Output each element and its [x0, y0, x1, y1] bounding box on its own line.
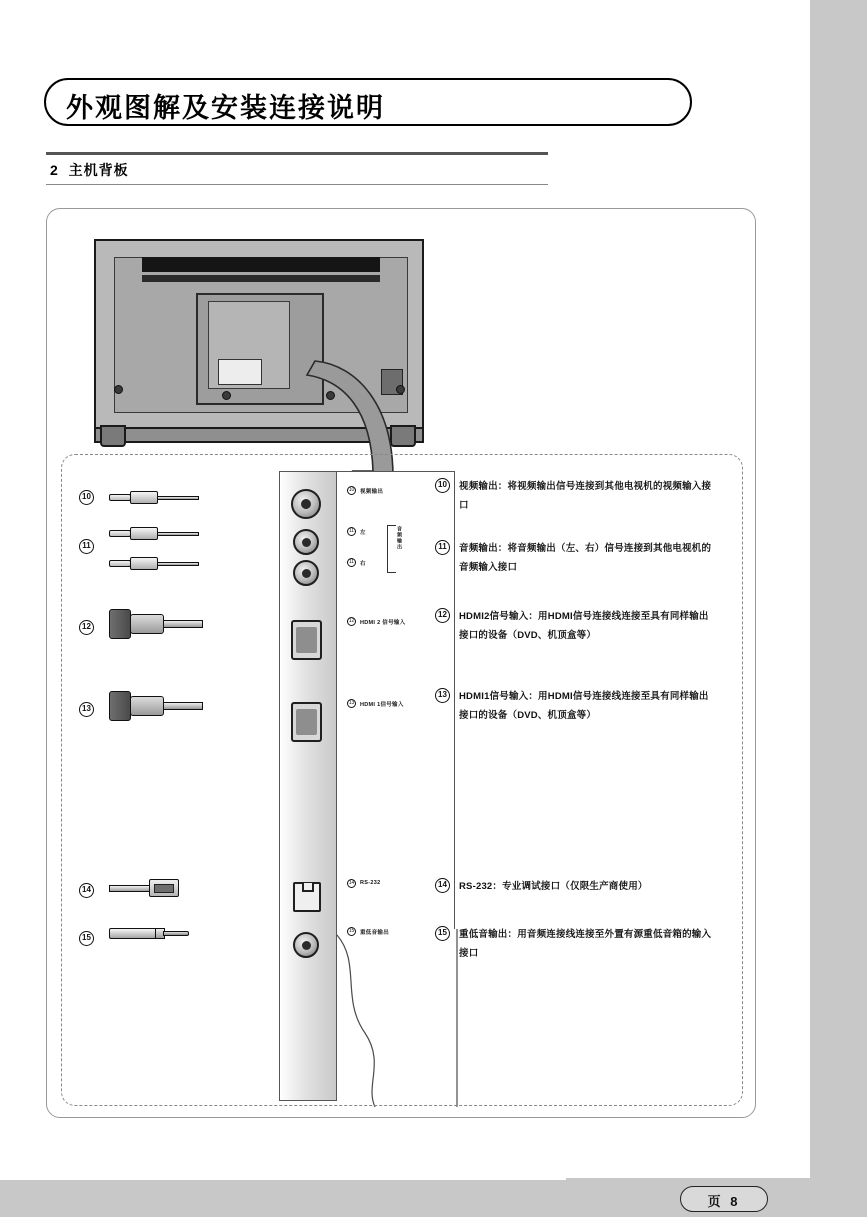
- tv-vent-lower: [142, 275, 380, 282]
- tv-screw-icon: [222, 391, 231, 400]
- page-title: 外观图解及安装连接说明: [66, 93, 385, 124]
- description-text: HDMI2信号输入：用HDMI信号连接线连接至具有同样输出接口的设备（DVD、机顶盒等）: [459, 611, 709, 641]
- port-marker-11-right: 11: [348, 559, 355, 565]
- port-label-video-out: 视频输出: [360, 489, 384, 495]
- tv-rating-label: [218, 359, 262, 385]
- section-number: 2: [50, 162, 59, 178]
- port-label-rs232: RS-232: [360, 880, 381, 886]
- description-text: 音频输出：将音频输出（左、右）信号连接到其他电视机的音频输入接口: [459, 543, 712, 573]
- page-number: 页 8: [707, 1194, 741, 1209]
- description-text: 重低音输出：用音频连接线连接至外置有源重低音箱的输入接口: [459, 929, 712, 959]
- description-marker: 15: [435, 926, 450, 941]
- description-marker: 12: [435, 608, 450, 623]
- section-rule-top: [46, 152, 548, 155]
- port-label-audio-left: 左: [360, 530, 366, 536]
- port-label-subwoofer: 重低音输出: [360, 930, 390, 936]
- port-marker-11-left: 11: [348, 528, 355, 534]
- description-marker: 10: [435, 478, 450, 493]
- port-marker-13: 13: [348, 700, 355, 706]
- port-marker-15: 15: [348, 928, 355, 934]
- cable-marker-15: 15: [79, 931, 94, 946]
- port-marker-12: 12: [348, 618, 355, 624]
- cable-marker-10: 10: [79, 490, 94, 505]
- description-marker: 13: [435, 688, 450, 703]
- section-rule-bottom: [46, 184, 548, 185]
- port-marker-14: 14: [348, 880, 355, 886]
- description-marker: 14: [435, 878, 450, 893]
- description-text: HDMI1信号输入：用HDMI信号连接线连接至具有同样输出接口的设备（DVD、机顶盒等）: [459, 691, 709, 721]
- figure-panel: [46, 208, 756, 1118]
- cable-marker-13: 13: [79, 702, 94, 717]
- description-marker: 11: [435, 540, 450, 555]
- description-text: 视频输出：将视频输出信号连接到其他电视机的视频输入接口: [459, 481, 712, 511]
- cable-marker-11: 11: [79, 539, 94, 554]
- port-marker-10: 10: [348, 487, 355, 493]
- tv-screw-icon: [114, 385, 123, 394]
- figure-dashed-border: [61, 454, 743, 1106]
- port-label-hdmi2: HDMI 2 信号输入: [360, 620, 406, 626]
- section-heading: [50, 160, 129, 180]
- section-title: 主机背板: [68, 162, 129, 178]
- tv-foot-left: [100, 425, 126, 447]
- tv-vent-upper: [142, 257, 380, 272]
- port-label-hdmi1: HDMI 1信号输入: [360, 702, 404, 708]
- cable-marker-12: 12: [79, 620, 94, 635]
- description-text: RS-232：专业调试接口（仅限生产商使用）: [459, 881, 648, 892]
- audio-out-bracket-label: 音频输出: [396, 526, 402, 550]
- cable-marker-14: 14: [79, 883, 94, 898]
- port-label-audio-right: 右: [360, 561, 366, 567]
